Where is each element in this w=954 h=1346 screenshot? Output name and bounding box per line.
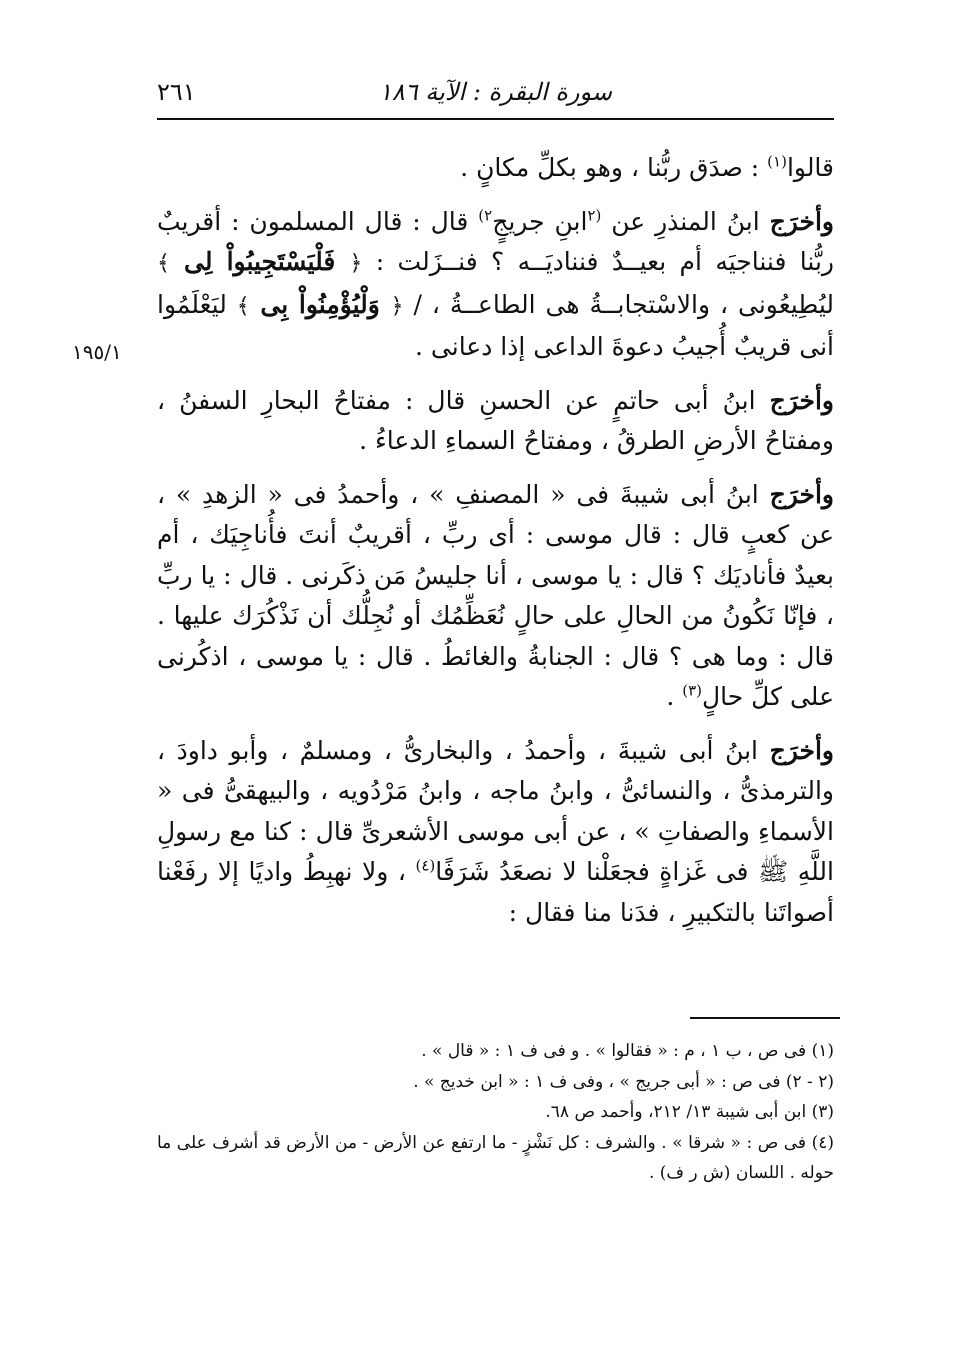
- body-text: [157, 148, 834, 933]
- footnote-1: (١) فى ص ، ب ١ ، م : « فقالوا » . و فى ف ١ : « قال » .: [421, 1041, 834, 1061]
- paragraph-4: [157, 475, 834, 718]
- quran-bracket: ﴾: [236, 293, 250, 319]
- paragraph-lead: وأخرَج: [769, 735, 834, 765]
- text: ابنُ أبى شيبةَ ، وأحمدُ ، والبخارىُّ ، ومسلمٌ ، وأبو داودَ ، والترمذىُّ ، والنسائىُّ ، وابنُ ماجه ، وابنُ مَرْدُويه ، والبيهقىُّ فى « الأسماءِ والصفاتِ » ، عن أبى موسى الأشعرىِّ قال : كنا مع رسولِ اللَّهِ ﷺ فى غَزاةٍ فجعَلْنا لا نصعَدُ شَرَفًا: [157, 735, 834, 886]
- text: ابنُ المنذرِ عن: [601, 206, 770, 236]
- text: ، ولا نهبِطُ واديًا إلا رفَعْنا أصواتَنا بالتكبيرِ ، فدَنا منا فقال :: [157, 857, 834, 927]
- text: قال : قال المسلمون : أقريبٌ ربُّنا فنناجيَه أم بعيــدٌ فنناديَــه ؟ فنــزَلت :: [157, 206, 834, 276]
- text: ليَعْلَمُوا أنى قريبٌ أُجيبُ دعوةَ الداعى إذا دعانى .: [157, 289, 834, 361]
- paragraph-2: [157, 202, 834, 368]
- footnote-marker: (٣): [682, 681, 702, 700]
- text: قالوا: [786, 153, 834, 182]
- footnotes: [157, 1036, 834, 1189]
- text: ليُطِيعُونى ، والاسْتجابــةُ هى الطاعــةُ ، /: [403, 289, 834, 319]
- text: ابنُ أبى حاتمٍ عن الحسنِ قال : مفتاحُ البحارِ السفنُ ، ومفتاحُ الأرضِ الطرقُ ، ومفتاحُ السماءِ الدعاءُ .: [157, 385, 834, 455]
- paragraph-3: [157, 381, 834, 462]
- paragraph-1: [157, 148, 834, 189]
- page-number: ٢٦١: [157, 78, 196, 106]
- quran-bracket: ﴾: [157, 251, 170, 276]
- paragraph-lead: وأخرَج: [769, 206, 834, 236]
- text: .: [666, 682, 683, 711]
- footnote-marker: (٤): [415, 856, 436, 875]
- footnote-divider: [690, 1017, 840, 1019]
- margin-reference: ١٩٥/١: [72, 340, 122, 364]
- footnote-3: (٣) ابن أبى شيبة ١٣/ ٢١٢، وأحمد ص ٦٨.: [545, 1102, 834, 1122]
- header-title: سورة البقرة : الآية ١٨٦: [378, 78, 613, 106]
- footnote-4: (٤) فى ص : « شرقا » . والشرف : كل نَشْزٍ - ما ارتفع عن الأرض - من الأرض قد أشرف على ما حوله . اللسان (ش ر ف) .: [157, 1132, 834, 1183]
- footnote-marker: (٢: [587, 206, 602, 225]
- quran-verse: فَلْيَسْتَجِيبُواْ لِى: [169, 247, 350, 276]
- text: ابنُ أبى شيبةَ فى « المصنفِ » ، وأحمدُ فى « الزهدِ » ، عن كعبٍ قال : قال موسى : أى ربِّ ، أقريبٌ أنتَ فأُناجِيَك ، أم بعيدٌ فأناديَك ؟ قال : يا موسى ، أنا جليسُ مَن ذكَرنى . قال : يا ربِّ ، فإنّا نَكُونُ من الحالِ على حالٍ نُعَظِّمُك أو نُجِلُّك أن نَذْكُرَك عليها . قال : وما هى ؟ قال : الجنابةُ والغائطُ . قال : يا موسى ، اذكُرنى على كلِّ حالٍ: [157, 479, 834, 711]
- paragraph-lead: وأخرَج: [769, 385, 834, 415]
- running-header: [157, 70, 834, 120]
- paragraph-5: [157, 731, 834, 934]
- text: : صدَق ربُّنا ، وهو بكلِّ مكانٍ .: [460, 153, 768, 182]
- quran-bracket: ﴿: [390, 293, 404, 319]
- footnote-marker: (١): [767, 152, 787, 171]
- quran-verse: وَلْيُؤْمِنُواْ بِى: [249, 289, 391, 319]
- footnote-marker: ٢): [478, 206, 493, 225]
- paragraph-lead: وأخرَج: [769, 479, 834, 509]
- text: ابنِ جريجٍ: [492, 206, 588, 236]
- footnote-2: (٢ - ٢) فى ص : « أبى جريج » ، وفى ف ١ : « ابن خديج » .: [413, 1071, 834, 1092]
- quran-bracket: ﴿: [349, 251, 363, 276]
